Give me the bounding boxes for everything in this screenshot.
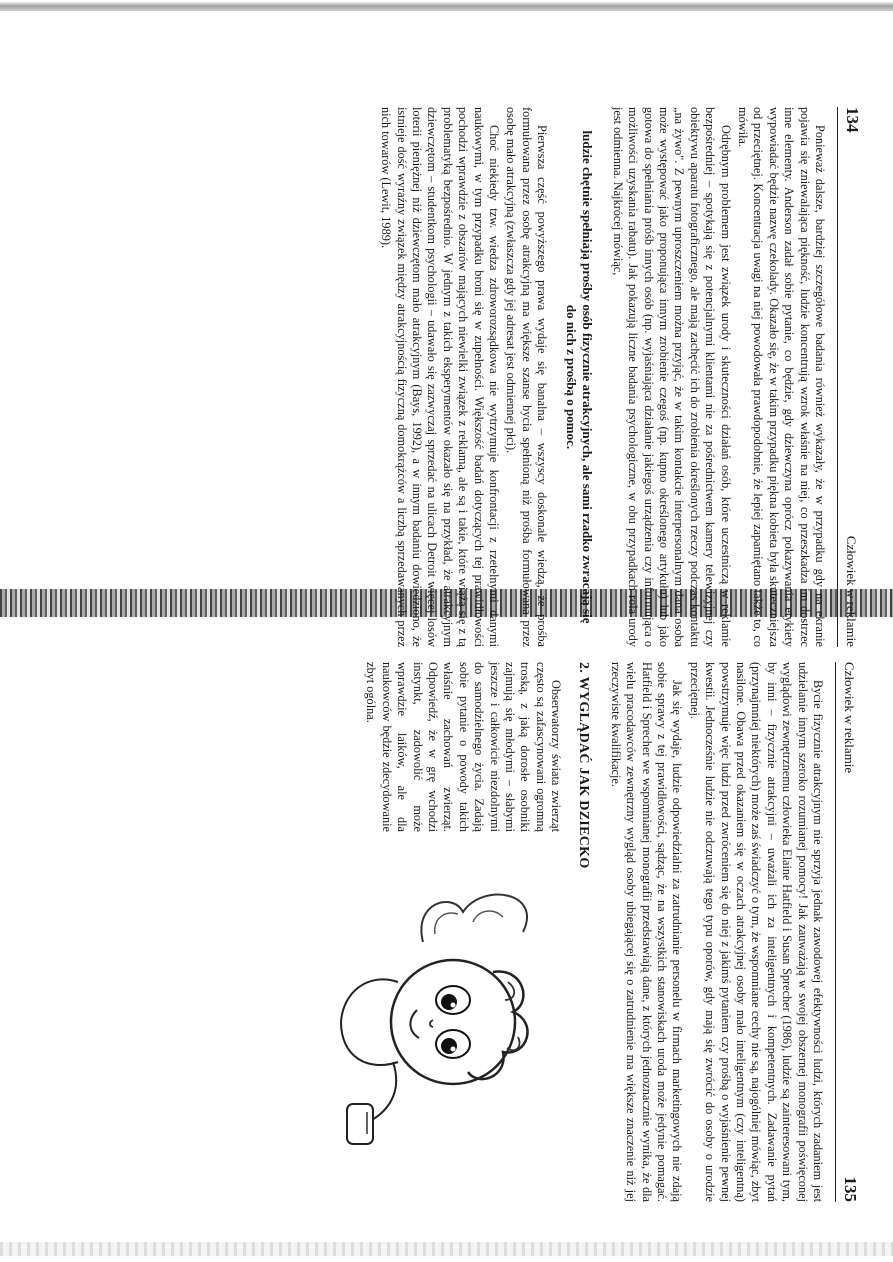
scan-edge-top (0, 2, 893, 11)
paragraph: Bycie fizycznie atrakcyjnym nie sprzyja jednak zawodowej efektywności ludzi, których zadaniem jest udzielanie innym szeroko rozumianej pomocy! Jak zauważają w swojej obszernej monografii poświęconej wyglądowi zewnętrznemu człowieka Elaine Hatfield i Susan Sprecher (1986), ludzie są zainteresowani tym, by inni – fizycznie atrakcyjni – uważali ich za inteligentnych i kompetentnych. Zadawanie pytań (przynajmniej niektórych) może zaś świadczyć o tym, że wspomniane cechy nie są, najogólniej mówiąc, zbyt nasilone. Obawa przed okazaniem się w oczach atrakcyjnej osoby mało inteligentnym (czy inteligentną) powstrzymuje więc ludzi przed zwróceniem się do niej z jakimś pytaniem czy prośbą o wyjaśnienie pewnej kwestii. Jednocześnie ludzie nie odczuwają tego typu oporów, gdy mają się zwrócić do osoby o urodzie przeciętnej. (687, 662, 825, 1202)
running-title: Człowiek w reklamie (841, 662, 857, 774)
running-title: Człowiek w reklamie (843, 535, 859, 647)
highlighted-rule: ludzie chętnie spełniają prośby osób fizycznie atrakcyjnych, ale sami rzadko zwracają się do nich z prośbą o pomoc. (563, 130, 595, 624)
section-body (333, 662, 563, 1202)
paragraph: Jak się wydaje, ludzie odpowiedzialni za zatrudnianie personelu w firmach marketingowych nie zdają sobie sprawy z tej prawidłowości, sądząc, że na wszystkich stanowiskach uroda może jedynie pomagać. Hatfield i Sprecher we wspomnianej monografii przedstawiają dane, z których jednoznacznie wynika, że dla wielu pracodawców zewnętrzny wygląd osoby ubiegającej się o zatrudnienie ma większe znaczenie niż jej rzeczywiste kwalifikacje. (608, 662, 684, 1202)
paragraph: Choć niekiedy tzw. wiedza zdroworozsądkowa nie wytrzymuje konfrontacji z rzetelnymi danymi naukowymi, w tym przypadku broni się w zupełności. Większość badań dotyczących tej prawidłowości pochodzi wprawdzie z obszarów mających niewielki związek z reklamą, ale są i takie, które wiążą się z tą problematyką bezpośrednio. W jednym z takich eksperymentów okazało się na przykład, że atrakcyjnym dziewczętom – studentkom psychologii – udawało się zazwyczaj sprzedać na ulicach Detroit więcej losów loterii pieniężnej niż dziewczętom mało atrakcyjnym (Bays, 1992), a w innym badaniu dowiedziono, że istnieje dość wyraźny związek między atrakcyjnością fizyczną domokrążców a liczbą sprzedawanych przez nich towarów (Lewit, 1989). (378, 107, 501, 647)
page-134 (32, 107, 862, 647)
paragraph: Obserwatorzy świata zwierząt często są zafascynowani ogromną troską, z jaką dorosłe osobniki zajmują się młodymi – słabymi jeszcze i całkowicie niezdolnymi do samodzielnego życia. Zadają sobie pytanie o powody takich właśnie zachowań zwierząt. Odpowiedź, że w grę wchodzi instynkt, zadowolić może wprawdzie laików, ale dla naukowców będzie zdecydowanie zbyt ogólna. (363, 662, 563, 832)
page-number: 134 (842, 107, 862, 133)
scan-edge-bottom (0, 1242, 893, 1256)
page-number: 135 (840, 1176, 860, 1202)
running-head-134 (837, 107, 862, 647)
section-text (333, 662, 563, 832)
page-135 (30, 662, 860, 1202)
section-heading: 2. WYGLĄDAĆ JAK DZIECKO (575, 662, 591, 869)
paragraph: Pierwsza część powyższego prawa wydaje się banalna – wszyscy doskonale wiedzą, że prośba formułowana przez osobę atrakcyjną ma większe szanse bycia spełnioną niż prośba formułowana przez osobę mało atrakcyjną (zwłaszcza gdy jej adresat jest odmiennej płci). (504, 107, 549, 647)
running-head-135 (835, 662, 860, 1202)
cherub-illustration-icon (333, 842, 563, 1202)
paragraph: Odrębnym problemem jest związek urody i skuteczności działań osób, które uczestniczą w reklamie bezpośredniej – spotykają się z potencjalnymi klientami nie za pośrednictwem kamery telewizyjnej czy obiektywu aparatu fotograficznego, ale mają zachęcić ich do zrobienia określonych rzeczy podczas kontaktu „na żywo". Z pewnym uproszczeniem można przyjąć, że w takim kontakcie interpersonalnym dana osoba może występować jako proponująca innym zrobienie czegoś (np. kupno określonego artykułu) lub jako gotowa do spełniania próśb innych osób (np. wyjaśniająca działanie jakiegoś urządzenia czy informująca o możliwości uzyskania rabatu). Jak pokazują liczne badania psychologiczne, w obu przypadkach rola urody jest odmienna. Najkrócej mówiąc, (610, 107, 733, 647)
paragraph: Ponieważ dalsze, bardziej szczegółowe badania również wykazały, że w przypadku gdy na ekranie pojawia się zniewalająca piękność, ludzie koncentrują wzrok właśnie na niej, co przeszkadza im dostrzec inne elementy. Anderson zadał sobie pytanie, co będzie, gdy dziewczyna oprócz pokazywania etykiety wypowiadać będzie nazwę czekolady. Okazało się, że w takim przypadku piękna kobieta była skuteczniejsza od przeciętnej. Koncentracja uwagi na niej powodowała prawdopodobnie, że lepiej zapamiętano także to, co mówiła. (735, 107, 827, 647)
